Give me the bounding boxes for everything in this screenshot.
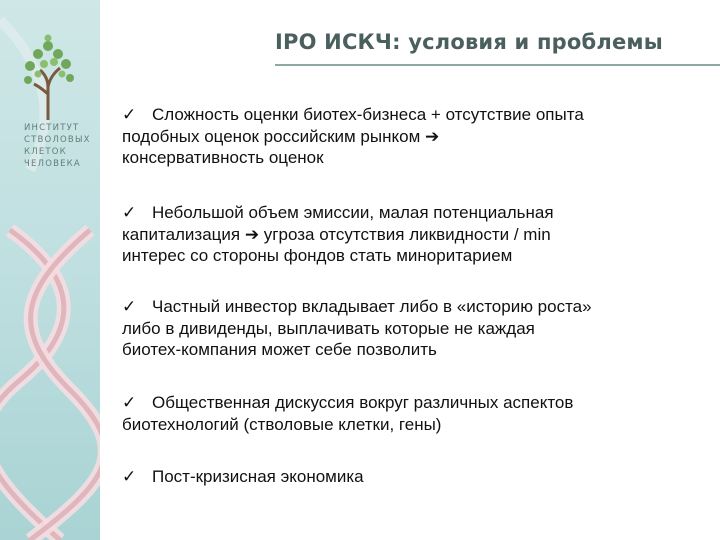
bullet-text-line: либо в дивиденды, выплачивать которые не каждая xyxy=(122,318,535,338)
sidebar-decoration xyxy=(0,0,100,540)
bullet-item xyxy=(122,466,702,488)
logo-line-3: КЛЕТОК xyxy=(24,147,67,157)
checkmark-icon: ✓ xyxy=(122,203,137,222)
bullet-text-line: подобных оценок российским рынком ➔ xyxy=(122,126,440,146)
logo-line-2: СТВОЛОВЫХ xyxy=(24,135,91,145)
checkmark-icon: ✓ xyxy=(122,297,137,316)
logo-line-1: ИНСТИТУТ xyxy=(24,123,80,133)
bullet-text-line: Частный инвестор вкладывает либо в «историю роста» xyxy=(152,297,592,316)
tree-icon xyxy=(18,32,80,122)
bullet-text-line: Сложность оценки биотех-бизнеса + отсутствие опыта xyxy=(152,105,584,124)
title-underline xyxy=(275,64,720,66)
bullet-text-line: интерес со стороны фондов стать миноритарием xyxy=(122,246,513,265)
bullet-text-line: консервативность оценок xyxy=(122,148,324,167)
bullet-text-line: Пост-кризисная экономика xyxy=(152,467,364,486)
bullet-text-line: Общественная дискуссия вокруг различных аспектов xyxy=(152,393,574,412)
slide-title: IPO ИСКЧ: условия и проблемы xyxy=(275,30,663,54)
checkmark-icon: ✓ xyxy=(122,467,137,486)
logo-text xyxy=(24,122,91,170)
bullet-item xyxy=(122,296,702,361)
bullet-item xyxy=(122,202,702,267)
logo-line-4: ЧЕЛОВЕКА xyxy=(24,159,81,169)
bullet-text-line: капитализация ➔ угроза отсутствия ликвидности / min xyxy=(122,224,551,244)
bullet-text-line: биотехнологий (стволовые клетки, гены) xyxy=(122,414,442,434)
bullet-item xyxy=(122,104,702,169)
bullet-text-line: Небольшой объем эмиссии, малая потенциальная xyxy=(152,203,554,222)
checkmark-icon: ✓ xyxy=(122,393,137,412)
bullet-item xyxy=(122,392,702,435)
checkmark-icon: ✓ xyxy=(122,105,137,124)
bullet-text-line: биотех-компания может себе позволить xyxy=(122,340,437,359)
